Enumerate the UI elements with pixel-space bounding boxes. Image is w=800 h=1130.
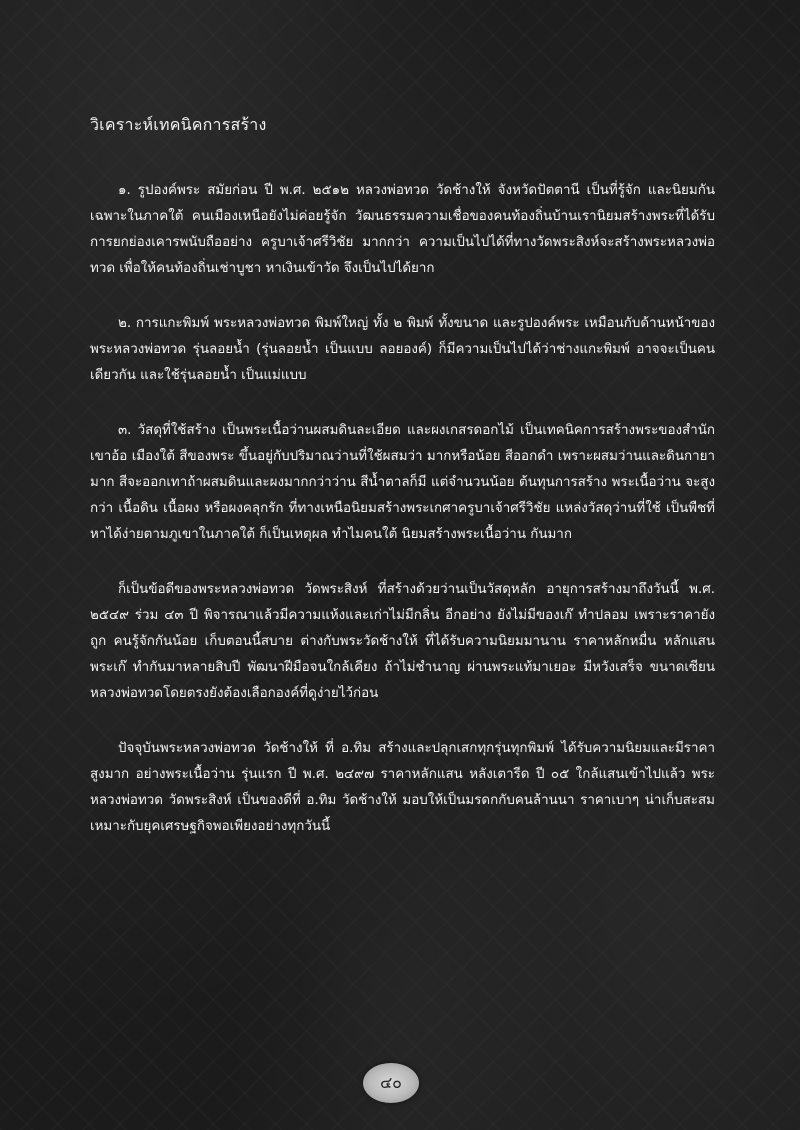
paragraph-3: ๓. วัสดุที่ใช้สร้าง เป็นพระเนื้อว่านผสมดินละเอียด และผงเกสรดอกไม้ เป็นเทคนิคการสร้างพระของสำนักเขาอ้อ เมืองใต้ สีของพระ ขึ้นอยู่กับปริมาณว่านที่ใช้ผสมว่า มากหรือน้อย สีออกดำ เพราะผสมว่านและดินกายามาก สีจะออกเทาถ้าผสมดินและผงมากกว่าว่าน สีน้ำตาลก็มี แต่จำนวนน้อย ต้นทุนการสร้าง พระเนื้อว่าน จะสูงกว่า เนื้อดิน เนื้อผง หรือผงคลุกรัก ที่ทางเหนือนิยมสร้างพระเกศาครูบาเจ้าศรีวิชัย แหล่งวัสดุว่านที่ใช้ เป็นพืชที่หาได้ง่ายตามภูเขาในภาคใต้ ก็เป็นเหตุผล ทำไมคนใต้ นิยมสร้างพระเนื้อว่าน กันมาก	[90, 423, 715, 542]
page-number-badge: ๔๐	[363, 1063, 419, 1103]
paragraph-2: ๒. การแกะพิมพ์ พระหลวงพ่อทวด พิมพ์ใหญ่ ทั้ง ๒ พิมพ์ ทั้งขนาด และรูปองค์พระ เหมือนกับด้านหน้าของ พระหลวงพ่อทวด รุ่นลอยน้ำ (รุ่นลอยน้ำ เป็นแบบ ลอยองค์) ก็มีความเป็นไปได้ว่าช่างแกะพิมพ์ อาจจะเป็นคนเดียวกัน และใช้รุ่นลอยน้ำ เป็นแม่แบบ	[90, 316, 715, 383]
paragraph-4: ก็เป็นข้อดีของพระหลวงพ่อทวด วัดพระสิงห์ ที่สร้างด้วยว่านเป็นวัสดุหลัก อายุการสร้างมาถึงวันนี้ พ.ศ. ๒๕๔๙ ร่วม ๔๓ ปี พิจารณาแล้วมีความแห้งและเก่าไม่มีกลิ่น อีกอย่าง ยังไม่มีของเก๊ ทำปลอม เพราะราคายังถูก คนรู้จักกันน้อย เก็บตอนนี้สบาย ต่างกับพระวัดช้างให้ ที่ได้รับความนิยมมานาน ราคาหลักหมื่น หลักแสน พระเก๊ ทำกันมาหลายสิบปี พัฒนาฝีมือจนใกล้เคียง ถ้าไม่ชำนาญ ผ่านพระแท้มาเยอะ มีหวังเสร็จ ขนาดเซียนหลวงพ่อทวดโดยตรงยังต้องเลือกองค์ที่ดูง่ายไว้ก่อน	[90, 582, 715, 701]
paragraph-1: ๑. รูปองค์พระ สมัยก่อน ปี พ.ศ. ๒๕๑๒ หลวงพ่อทวด วัดช้างให้ จังหวัดปัตตานี เป็นที่รู้จัก และนิยมกันเฉพาะในภาคใต้ คนเมืองเหนือยังไม่ค่อยรู้จัก วัฒนธรรมความเชื่อของคนท้องถิ่นบ้านเรานิยมสร้างพระที่ได้รับการยกย่องเคารพนับถืออย่าง ครูบาเจ้าศรีวิชัย มากกว่า ความเป็นไปได้ที่ทางวัดพระสิงห์จะสร้างพระหลวงพ่อทวด เพื่อให้คนท้องถิ่นเช่าบูชา หาเงินเข้าวัด จึงเป็นไปได้ยาก	[90, 183, 715, 276]
section-title: วิเคราะห์เทคนิคการสร้าง	[90, 115, 267, 134]
document-body	[90, 112, 715, 869]
paragraph-5: ปัจจุบันพระหลวงพ่อทวด วัดช้างให้ ที่ อ.ทิม สร้างและปลุกเสกทุกรุ่นทุกพิมพ์ ได้รับความนิยมและมีราคาสูงมาก อย่างพระเนื้อว่าน รุ่นแรก ปี พ.ศ. ๒๔๙๗ ราคาหลักแสน หลังเตารีด ปี ๐๕ ใกล้แสนเข้าไปแล้ว พระหลวงพ่อทวด วัดพระสิงห์ เป็นของดีที่ อ.ทิม วัดช้างให้ มอบให้เป็นมรดกกับคนล้านนา ราคาเบาๆ น่าเก็บสะสม เหมาะกับยุคเศรษฐกิจพอเพียงอย่างทุกวันนี้	[90, 741, 715, 834]
